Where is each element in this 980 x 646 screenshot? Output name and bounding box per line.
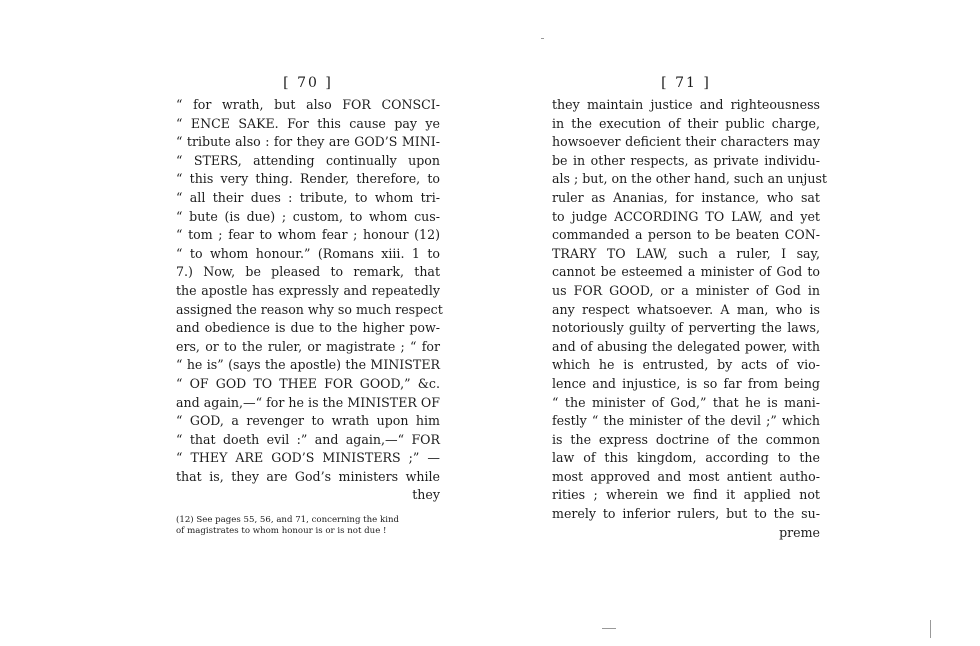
left-page	[176, 70, 443, 537]
text-line: “ to whom honour.” (Romans xiii. 1 to	[176, 245, 440, 261]
text-line: “ he is” (says the apostle) the MINISTER	[176, 357, 440, 373]
text-line: howsoever deficient their characters may	[552, 134, 820, 150]
text-line: notoriously guilty of perverting the laws,	[552, 320, 820, 336]
text-line: “ OF GOD TO THEE FOR GOOD,” &c.	[176, 375, 440, 391]
catchword: they	[412, 487, 440, 503]
text-line: “ the minister of God,” that he is mani-	[552, 394, 820, 410]
left-page-text	[176, 96, 443, 505]
text-line: “ this very thing. Render, therefore, to	[176, 171, 440, 187]
text-line: be in other respects, as private individu-	[552, 152, 820, 168]
text-line: “ tribute also : for they are GOD’S MINI-	[176, 134, 440, 150]
text-line: “ GOD, a revenger to wrath upon him	[176, 413, 440, 429]
text-line: 7.) Now, be pleased to remark, that	[176, 264, 440, 280]
text-line: cannot be esteemed a minister of God to	[552, 264, 820, 280]
paper-speck	[602, 628, 616, 629]
text-line: which he is entrusted, by acts of vio-	[552, 357, 820, 373]
text-line: “ for wrath, but also FOR CONSCI-	[176, 97, 440, 112]
text-line: to judge ACCORDING TO LAW, and yet	[552, 208, 820, 224]
page-number-right: [ 71 ]	[661, 75, 711, 91]
text-line: and obedience is due to the higher pow-	[176, 320, 440, 336]
text-line: “ ENCE SAKE. For this cause pay ye	[176, 115, 440, 131]
text-line: “ STERS, attending continually upon	[176, 152, 440, 168]
text-line: most approved and most antient autho-	[552, 468, 820, 484]
text-line: and again,—“ for he is the MINISTER OF	[176, 394, 440, 410]
text-line: ruler as Ananias, for instance, who sat	[552, 189, 820, 205]
paper-speck	[541, 38, 544, 39]
footnote-line: of magistrates to whom honour is or is not due !	[176, 526, 387, 537]
text-line: and of abusing the delegated power, with	[552, 338, 820, 354]
catchword: preme	[779, 524, 820, 540]
text-line: “ bute (is due) ; custom, to whom cus-	[176, 208, 440, 224]
text-line: law of this kingdom, according to the	[552, 450, 820, 466]
text-line: ers, or to the ruler, or magistrate ; “ for	[176, 338, 440, 354]
text-line: in the execution of their public charge,	[552, 115, 820, 131]
paper-speck	[930, 620, 931, 638]
footnote-line: (12) See pages 55, 56, and 71, concerning the kind	[176, 515, 399, 526]
text-line: commanded a person to be beaten CON-	[552, 227, 820, 243]
footnote	[176, 515, 440, 537]
text-line: any respect whatsoever. A man, who is	[552, 301, 820, 317]
text-line: “ THEY ARE GOD’S MINISTERS ;” —	[176, 450, 440, 466]
text-line: lence and injustice, is so far from being	[552, 375, 820, 391]
right-page-text	[552, 96, 827, 542]
text-line: rities ; wherein we find it applied not	[552, 487, 820, 503]
text-line: assigned the reason why so much respect	[176, 301, 443, 317]
text-line: merely to inferior rulers, but to the su-	[552, 506, 820, 522]
text-line: als ; but, on the other hand, such an unjust	[552, 171, 827, 187]
text-line: “ that doeth evil :” and again,—“ FOR	[176, 431, 440, 447]
text-line: that is, they are God’s ministers while	[176, 468, 440, 484]
text-line: festly “ the minister of the devil ;” which	[552, 413, 820, 429]
page-number-left: [ 70 ]	[283, 75, 333, 91]
text-line: “ all their dues : tribute, to whom tri-	[176, 189, 440, 205]
text-line: is the express doctrine of the common	[552, 431, 820, 447]
text-line: “ tom ; fear to whom fear ; honour (12)	[176, 227, 440, 243]
text-line: the apostle has expressly and repeatedly	[176, 282, 440, 298]
text-line: they maintain justice and righteousness	[552, 97, 820, 112]
text-line: TRARY TO LAW, such a ruler, I say,	[552, 245, 820, 261]
right-page	[552, 70, 827, 542]
text-line: us FOR GOOD, or a minister of God in	[552, 282, 820, 298]
